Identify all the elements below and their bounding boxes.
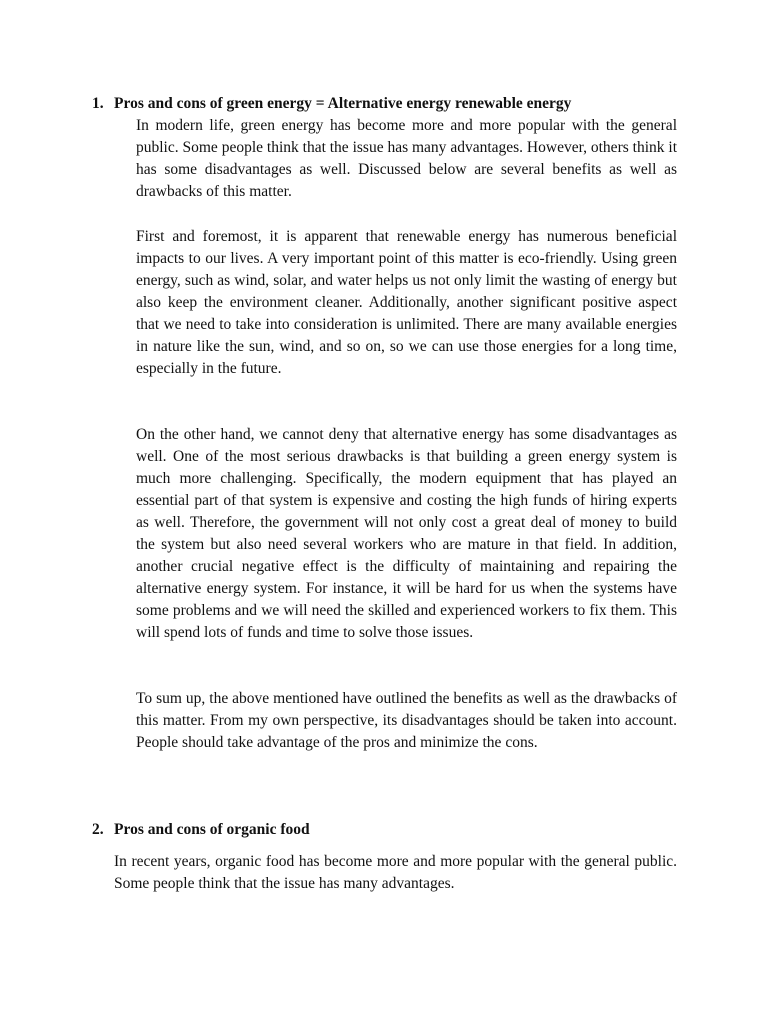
section-title: Pros and cons of organic food [114, 821, 310, 838]
paragraph: To sum up, the above mentioned have outlined the benefits as well as the drawbacks of this matter. From my own perspective, its disadvantages should be taken into account. People should take advantage of the pros and minimize the cons. [136, 690, 677, 751]
section-number: 1. [92, 95, 104, 112]
section-number: 2. [92, 821, 104, 838]
paragraph: In recent years, organic food has become more and more popular with the general public. Some people think that the issue has many advantages. [114, 853, 677, 892]
section-title: Pros and cons of green energy = Alternative energy renewable energy [114, 95, 572, 112]
paragraph: On the other hand, we cannot deny that alternative energy has some disadvantages as well. One of the most serious drawbacks is that building a green energy system is much more challenging. Specifically, the modern equipment that has played an essential part of that system is expensive and costing the high funds of hiring experts as well. Therefore, the government will not only cost a great deal of money to build the system but also need several workers who are mature in that field. In addition, another crucial negative effect is the difficulty of maintaining and repairing the alternative energy system. For instance, it will be hard for us when the systems have some problems and we will need the skilled and experienced workers to fix them. This will spend lots of funds and time to solve those issues. [136, 426, 677, 641]
paragraph: In modern life, green energy has become more and more popular with the general public. Some people think that the issue has many advantages. However, others think it has some disadvantages as well. Discussed below are several benefits as well as drawbacks of this matter. [136, 117, 677, 200]
paragraph: First and foremost, it is apparent that renewable energy has numerous beneficial impacts to our lives. A very important point of this matter is eco-friendly. Using green energy, such as wind, solar, and water helps us not only limit the wasting of energy but also keep the environment cleaner. Additionally, another significant positive aspect that we need to take into consideration is unlimited. There are many available energies in nature like the sun, wind, and so on, so we can use those energies for a long time, especially in the future. [136, 228, 677, 377]
